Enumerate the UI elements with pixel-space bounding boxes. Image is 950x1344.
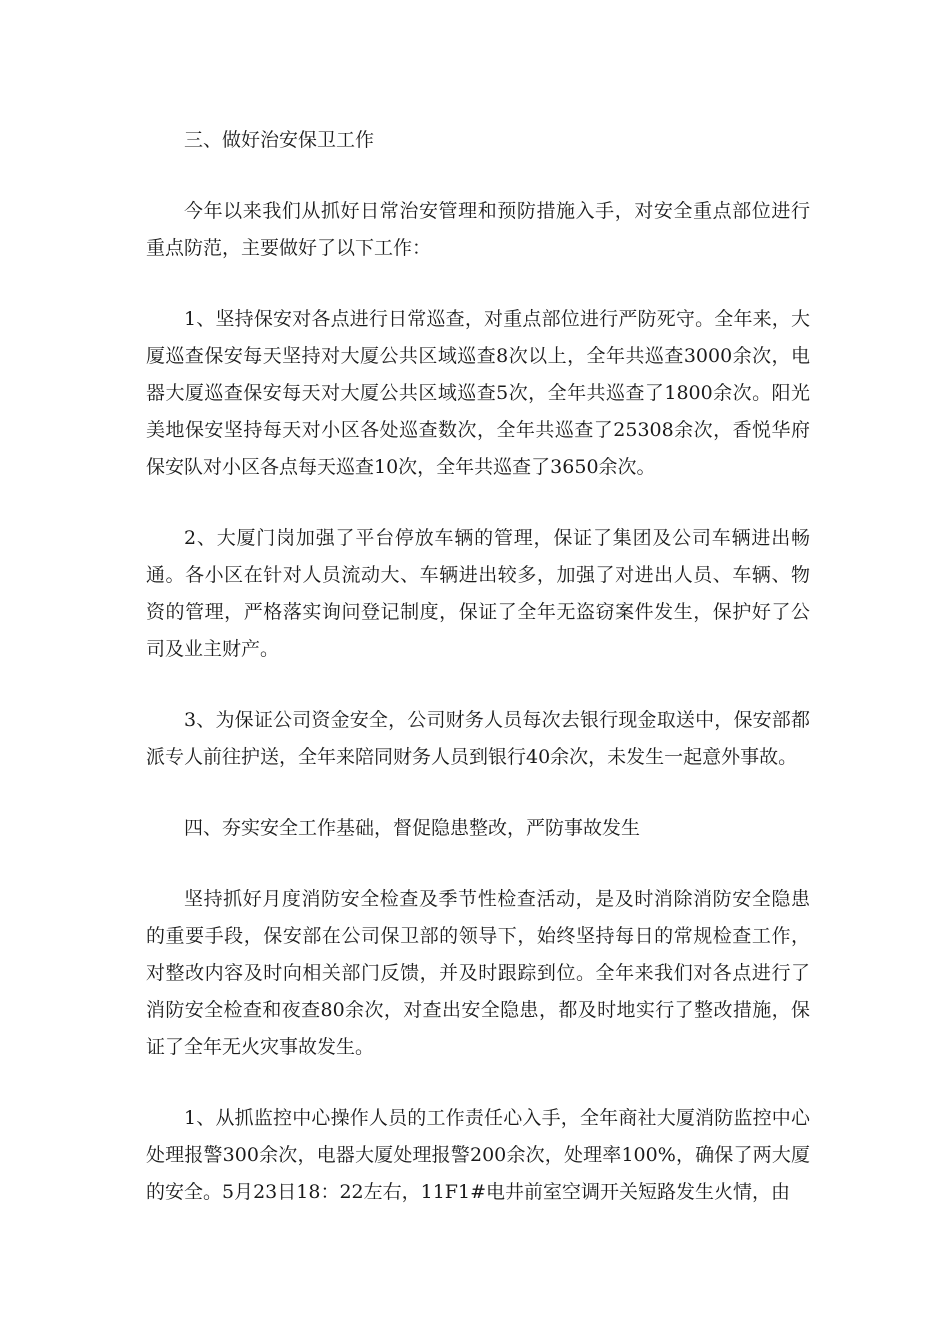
section-3-item-3: 3、为保证公司资金安全，公司财务人员每次去银行现金取送中，保安部都派专人前往护送，全年来陪同财务人员到银行40余次，未发生一起意外事故。	[146, 709, 810, 768]
section-3-item-1: 1、坚持保安对各点进行日常巡查，对重点部位进行严防死守。全年来，大厦巡查保安每天坚持对大厦公共区域巡查8次以上，全年共巡查3000余次，电器大厦巡查保安每天对大厦公共区域巡查5次，全年共巡查了1800余次。阳光美地保安坚持每天对小区各处巡查数次，全年共巡查了25308余次，香悦华府保安队对小区各点每天巡查10次，全年共巡查了3650余次。	[146, 308, 810, 478]
section-4-item-1: 1、从抓监控中心操作人员的工作责任心入手，全年商社大厦消防监控中心处理报警300余次，电器大厦处理报警200余次，处理率100%，确保了两大厦的安全。5月23日18：22左右，11F1#电井前室空调开关短路发生火情，由	[146, 1107, 810, 1203]
document-body	[146, 122, 810, 1245]
section-4-intro: 坚持抓好月度消防安全检查及季节性检查活动，是及时消除消防安全隐患的重要手段，保安部在公司保卫部的领导下，始终坚持每日的常规检查工作，对整改内容及时向相关部门反馈，并及时跟踪到位。全年来我们对各点进行了消防安全检查和夜查80余次，对查出安全隐患，都及时地实行了整改措施，保证了全年无火灾事故发生。	[146, 888, 810, 1058]
section-3-item-2: 2、大厦门岗加强了平台停放车辆的管理，保证了集团及公司车辆进出畅通。各小区在针对人员流动大、车辆进出较多，加强了对进出人员、车辆、物资的管理，严格落实询问登记制度，保证了全年无盗窃案件发生，保护好了公司及业主财产。	[146, 527, 810, 660]
section-heading-4: 四、夯实安全工作基础，督促隐患整改，严防事故发生	[184, 817, 641, 839]
section-heading-3: 三、做好治安保卫工作	[184, 129, 375, 151]
section-3-intro: 今年以来我们从抓好日常治安管理和预防措施入手，对安全重点部位进行重点防范，主要做好了以下工作：	[146, 200, 810, 259]
